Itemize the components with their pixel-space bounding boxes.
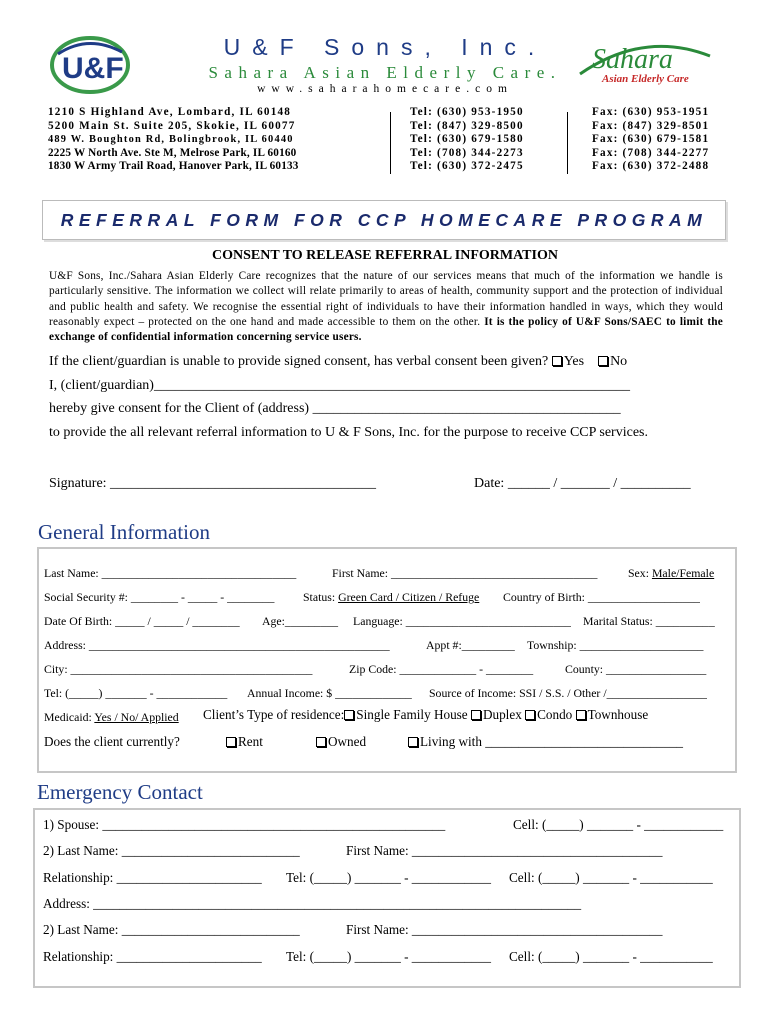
- general-info-heading: General Information: [38, 520, 211, 544]
- verbal-consent-row: [49, 354, 627, 370]
- residence-type-label: Client’s Type of residence:: [203, 707, 345, 722]
- county-field[interactable]: County: _________________: [565, 662, 707, 676]
- client-address-field[interactable]: hereby give consent for the Client of (address) ____________________________________________: [49, 401, 621, 416]
- divider: [567, 112, 568, 174]
- contact-tel-field[interactable]: Tel: (_____) _______ - ____________: [286, 870, 491, 885]
- no-label: No: [610, 354, 628, 369]
- purpose-statement: to provide the all relevant referral information to U & F Sons, Inc. for the purpose to receive CCP services.: [49, 425, 648, 440]
- fax-line: Fax: (630) 372-2488: [592, 160, 710, 172]
- annual-income-field[interactable]: Annual Income: $ _____________: [247, 686, 412, 700]
- yes-checkbox[interactable]: [552, 356, 562, 366]
- medicaid-label: Medicaid:: [44, 710, 92, 724]
- language-field[interactable]: Language: ____________________________: [353, 614, 571, 628]
- phone-line: Tel: (847) 329-8500: [410, 119, 524, 132]
- verbal-consent-question: If the client/guardian is unable to provide signed consent, has verbal consent been given?: [49, 354, 549, 369]
- condo-label: Condo: [537, 707, 573, 722]
- spouse-cell-field[interactable]: Cell: (_____) _______ - ____________: [513, 817, 724, 832]
- phone-line: Tel: (630) 679-1580: [410, 133, 524, 145]
- township-field[interactable]: Township: _____________________: [527, 638, 704, 652]
- owned-label: Owned: [328, 734, 367, 749]
- client-guardian-field[interactable]: I, (client/guardian)____________________________________________________________________: [49, 378, 630, 393]
- fax-line: Fax: (630) 953-1951: [592, 106, 710, 118]
- age-field[interactable]: Age:_________: [262, 614, 339, 628]
- medicaid-options: Yes / No/ Applied: [94, 710, 179, 724]
- rent-label: Rent: [238, 734, 263, 749]
- income-source-field[interactable]: Source of Income: SSI / S.S. / Other /_________________: [429, 686, 707, 700]
- living-with-label: Living with ______________________________: [420, 734, 684, 749]
- rent-option[interactable]: [226, 734, 263, 750]
- company-name: U&F Sons, Inc.: [223, 34, 547, 60]
- duplex-checkbox[interactable]: [471, 710, 481, 720]
- svg-text:Asian Elderly Care: Asian Elderly Care: [602, 73, 689, 85]
- fax-line: Fax: (847) 329-8501: [592, 119, 710, 132]
- divider: [390, 112, 391, 174]
- company-subtitle: Sahara Asian Elderly Care.: [208, 63, 562, 82]
- fax-line: Fax: (708) 344-2277: [592, 146, 710, 159]
- no-checkbox[interactable]: [598, 356, 608, 366]
- company-website: www.saharahomecare.com: [257, 83, 513, 95]
- residence-type-row: [203, 707, 648, 723]
- address-line: 1830 W Army Trail Road, Hanover Park, IL 60133: [48, 160, 299, 172]
- owned-option[interactable]: [316, 734, 366, 750]
- owned-checkbox[interactable]: [316, 737, 326, 747]
- form-title-banner: [42, 200, 726, 240]
- relationship-field[interactable]: Relationship: ______________________: [43, 870, 262, 885]
- phone-line: Tel: (630) 372-2475: [410, 160, 524, 172]
- townhouse-label: Townhouse: [587, 707, 649, 722]
- marital-status-field[interactable]: Marital Status: __________: [583, 614, 715, 628]
- consent-heading: CONSENT TO RELEASE REFERRAL INFORMATION: [212, 248, 558, 263]
- date-field[interactable]: Date: ______ / _______ / __________: [474, 476, 691, 491]
- living-with-option[interactable]: [408, 734, 683, 750]
- duplex-label: Duplex: [482, 707, 522, 722]
- city-field[interactable]: City: _________________________________________: [44, 662, 313, 676]
- branch-phones: [410, 106, 524, 174]
- yes-label: Yes: [563, 354, 585, 369]
- phone-line: Tel: (708) 344-2273: [410, 146, 524, 159]
- svg-text:U&F: U&F: [62, 52, 124, 85]
- sex-label: Sex:: [628, 566, 649, 580]
- relationship-field[interactable]: Relationship: ______________________: [43, 949, 262, 964]
- contact-address-field[interactable]: Address: __________________________________________________________________________: [43, 896, 582, 911]
- contact2-first-name-field[interactable]: First Name: ______________________________________: [346, 843, 663, 858]
- status-label: Status:: [303, 590, 336, 604]
- condo-checkbox[interactable]: [525, 710, 535, 720]
- contact-tel-field[interactable]: Tel: (_____) _______ - ____________: [286, 949, 491, 964]
- address-line: 2225 W North Ave. Ste M, Melrose Park, IL 60160: [48, 146, 297, 159]
- dob-field[interactable]: Date Of Birth: _____ / _____ / ________: [44, 614, 240, 628]
- phone-line: Tel: (630) 953-1950: [410, 106, 524, 118]
- tel-field[interactable]: Tel: (_____) _______ - ____________: [44, 686, 228, 700]
- contact-cell-field[interactable]: Cell: (_____) _______ - ___________: [509, 870, 713, 885]
- consent-text: U&F Sons, Inc./Sahara Asian Elderly Care recognizes that the nature of our services means that much of the information we handle is particularly sensitive. The information we collect will relate primarily to areas of health, community support and the protection of individual and public health and safety. We recognise the essential right of individuals to have their information handled in ways, which they would reasonably expect – protected on the one hand and made accessible to them on the other.: [49, 270, 723, 328]
- address-line: 1210 S Highland Ave, Lombard, IL 60148: [48, 106, 292, 118]
- rent-checkbox[interactable]: [226, 737, 236, 747]
- last-name-field[interactable]: Last Name: _________________________________: [44, 566, 297, 580]
- consent-paragraph: [49, 269, 723, 345]
- branch-faxes: [592, 106, 709, 174]
- single-family-checkbox[interactable]: [344, 710, 354, 720]
- appt-field[interactable]: Appt #:_________: [426, 638, 515, 652]
- sex-options: Male/Female: [651, 566, 715, 580]
- form-title: REFERRAL FORM FOR CCP HOMECARE PROGRAM: [60, 209, 708, 230]
- contact-cell-field[interactable]: Cell: (_____) _______ - ___________: [509, 949, 713, 964]
- address-field[interactable]: Address: ___________________________________________________: [44, 638, 390, 652]
- contact3-last-name-field[interactable]: 2) Last Name: ___________________________: [43, 922, 300, 937]
- living-with-checkbox[interactable]: [408, 737, 418, 747]
- svg-text:Sahara: Sahara: [592, 44, 673, 75]
- ssn-field[interactable]: Social Security #: ________ - _____ - ________: [44, 590, 275, 604]
- status-field[interactable]: [303, 590, 479, 605]
- contact3-first-name-field[interactable]: First Name: ______________________________________: [346, 922, 663, 937]
- address-line: 5200 Main St. Suite 205, Skokie, IL 60077: [48, 119, 296, 132]
- branch-addresses: [48, 106, 299, 174]
- sex-field[interactable]: [628, 566, 714, 581]
- address-line: 489 W. Boughton Rd, Bolingbrook, IL 60440: [48, 134, 294, 145]
- sahara-logo: [574, 34, 714, 90]
- signature-field[interactable]: Signature: ______________________________________: [49, 476, 377, 491]
- zip-code-field[interactable]: Zip Code: _____________ - ________: [349, 662, 534, 676]
- consent-policy: It is the policy of U&F Sons/SAEC to limit the exchange of confidential information concerning service users.: [49, 315, 723, 344]
- spouse-field[interactable]: 1) Spouse: ____________________________________________________: [43, 817, 446, 832]
- contact2-last-name-field[interactable]: 2) Last Name: ___________________________: [43, 843, 300, 858]
- first-name-field[interactable]: First Name: ___________________________________: [332, 566, 598, 580]
- living-status-label: Does the client currently?: [44, 734, 180, 749]
- single-family-label: Single Family House: [356, 707, 468, 722]
- medicaid-field[interactable]: [44, 710, 179, 725]
- emergency-contact-heading: Emergency Contact: [37, 780, 203, 804]
- townhouse-checkbox[interactable]: [576, 710, 586, 720]
- country-of-birth-field[interactable]: Country of Birth: ___________________: [503, 590, 700, 604]
- status-options: Green Card / Citizen / Refuge: [338, 590, 480, 604]
- fax-line: Fax: (630) 679-1581: [592, 133, 710, 145]
